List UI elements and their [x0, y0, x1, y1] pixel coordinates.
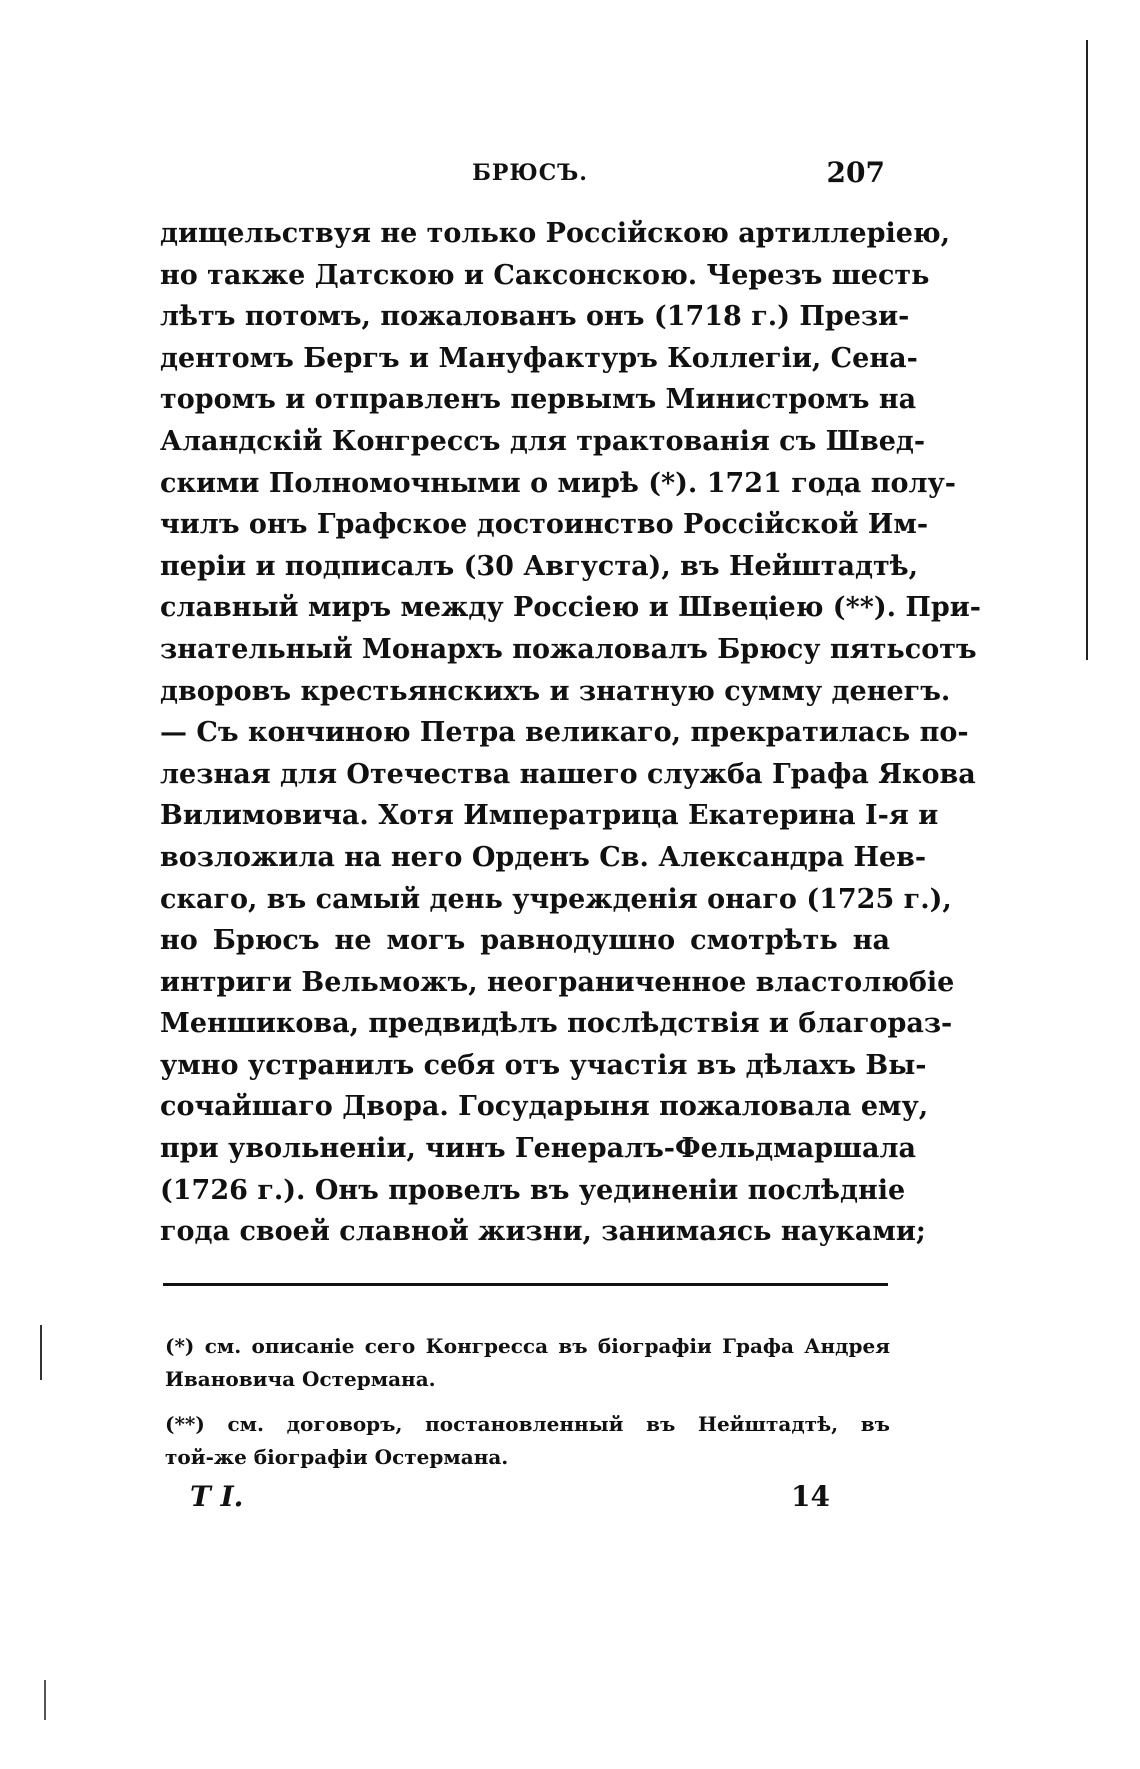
text-line: дентомъ Бергъ и Мануфактуръ Коллегіи, Сена-: [160, 342, 918, 374]
text-line: года своей славной жизни, занимаясь науками;: [160, 1216, 926, 1248]
text-line: интриги Вельможъ, неограниченное властолюбіе: [160, 966, 955, 998]
sheet-number: 14: [791, 1480, 830, 1513]
text-line: знательный Монархъ пожаловалъ Брюсу пятьсотъ: [160, 633, 977, 665]
page-number: 207: [826, 156, 885, 189]
scan-edge-mark: [40, 1325, 42, 1380]
text-line: (1726 г.). Онъ провелъ въ уединеніи послѣдніе: [160, 1174, 906, 1206]
text-line: при увольненіи, чинъ Генералъ-Фельдмаршала: [160, 1133, 917, 1165]
footnote-2-line: (**) см. договоръ, постановленный въ Нейштадтѣ, въ: [165, 1412, 890, 1436]
text-line: лезная для Отечества нашего служба Графа Якова: [160, 758, 976, 790]
text-line: лѣтъ потомъ, пожалованъ онъ (1718 г.) Прези-: [160, 301, 910, 333]
footnote-2-line: той-же біографіи Остермана.: [165, 1445, 509, 1469]
text-line: дворовъ крестьянскихъ и знатную сумму денегъ.: [160, 675, 951, 707]
text-line: — Съ кончиною Петра великаго, прекратилась по-: [160, 717, 969, 749]
scan-edge-mark: [44, 1680, 46, 1720]
text-line: возложила на него Орденъ Св. Александра Нев-: [160, 841, 927, 873]
scan-edge-line: [1086, 40, 1088, 660]
footnote-1-line: (*) см. описаніе сего Конгресса въ біографіи Графа Андрея: [165, 1334, 890, 1358]
text-line: Аландскій Конгрессъ для трактованія съ Швед-: [160, 425, 926, 457]
text-line: чилъ онъ Графское достоинство Россійской Им-: [160, 509, 929, 541]
footnotes: [165, 1330, 890, 1474]
text-line: умно устранилъ себя отъ участія въ дѣлахъ Вы-: [160, 1049, 927, 1081]
running-title: БРЮСЪ.: [472, 160, 588, 186]
text-line: славный миръ между Россіею и Швеціею (**). При-: [160, 592, 982, 624]
text-line: дищельствуя не только Россійскою артиллеріею,: [160, 218, 950, 249]
footnote-separator: [163, 1283, 888, 1286]
text-line: торомъ и отправленъ первымъ Министромъ на: [160, 384, 917, 416]
footnote-1-line: Ивановича Остермана.: [165, 1367, 436, 1391]
text-line: скими Полномочными о мирѣ (*). 1721 года полу-: [160, 467, 956, 499]
running-head: [160, 156, 885, 196]
text-line: Меншикова, предвидѣлъ послѣдствія и благораз-: [160, 1008, 953, 1040]
text-line: но также Датскою и Саксонскою. Черезъ шесть: [160, 259, 930, 291]
text-line: періи и подписалъ (30 Августа), въ Нейштадтѣ,: [160, 550, 919, 582]
text-line: сочайшаго Двора. Государыня пожаловала ему,: [160, 1091, 929, 1123]
volume-mark: Т І.: [190, 1480, 244, 1513]
body-text: [160, 213, 982, 1253]
printer-signature: [190, 1480, 830, 1520]
text-line: скаго, въ самый день учрежденія онаго (1725 г.),: [160, 883, 952, 915]
text-line: но Брюсъ не могъ равнодушно смотрѣть на: [160, 925, 890, 957]
text-line: Вилимовича. Хотя Императрица Екатерина І-я и: [160, 800, 939, 832]
